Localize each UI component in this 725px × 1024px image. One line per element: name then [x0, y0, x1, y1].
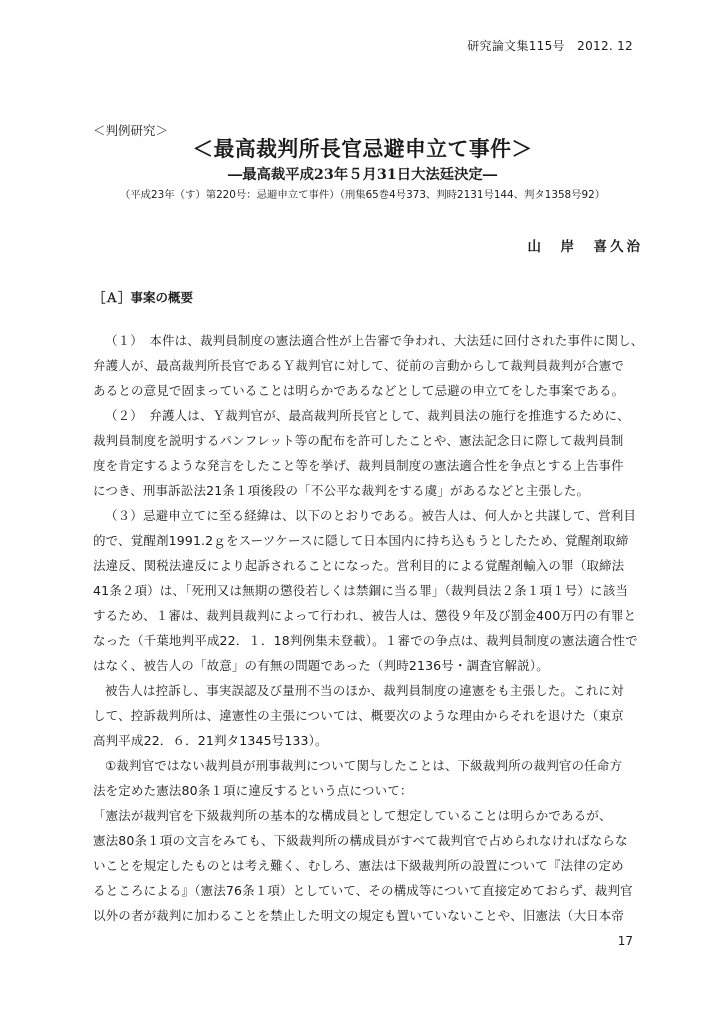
- body-line: 法を定めた憲法80条１項に違反するという点について：: [93, 783, 413, 798]
- body-line: いことを規定したものとは考え難く、むしろ、憲法は下級裁判所の設置について『法律の定め: [93, 858, 624, 873]
- journal-header: 研究論文集115号 2012. 12: [467, 39, 633, 53]
- page-number: 17: [617, 934, 633, 948]
- body-line: 41条２項）は、「死刑又は無期の懲役若しくは禁錮に当る罪」（裁判員法２条１項１号）に該当: [93, 583, 629, 598]
- body-line: 弁護人が、最高裁判所長官であるＹ裁判官に対して、従前の言動からして裁判員裁判が合憲で: [93, 358, 625, 373]
- body-line: るところによる』（憲法76条１項）としていて、その構成等について直接定めておらず、裁判官: [93, 883, 633, 898]
- case-citation: （平成23年（す）第220号：忌避申立て事件）（刑集65巻4号373、判時2131号144、判タ1358号92）: [119, 189, 606, 201]
- body-line: 裁判員制度を説明するパンフレット等の配布を許可したことや、憲法記念日に際して裁判員制: [93, 433, 624, 448]
- article-title: ＜最高裁判所長官忌避申立て事件＞: [192, 136, 533, 161]
- body-line: 以外の者が裁判に加わることを禁止した明文の規定も置いていないことや、旧憲法（大日本帝: [93, 908, 625, 923]
- body-line: につき、刑事訴訟法21条１項後段の「不公平な裁判をする虞」があるなどと主張した。: [93, 483, 590, 498]
- body-line: 被告人は控訴し、事実誤認及び量刑不当のほか、裁判員制度の違憲をも主張した。これに対: [105, 683, 624, 698]
- body-line: あるとの意見で固まっていることは明らかであるなどとして忌避の申立てをした事案である。: [93, 383, 625, 398]
- body-line: はなく、被告人の「故意」の有無の問題であった（判時2136号・調査官解説）。: [93, 658, 549, 673]
- body-line: ①裁判官ではない裁判員が刑事裁判について関与したことは、下級裁判所の裁判官の任命方: [105, 758, 623, 773]
- author-name: 山 岸 喜久治: [527, 239, 643, 255]
- body-line: 憲法80条１項の文言をみても、下級裁判所の構成員がすべて裁判官で占められなければならな: [93, 833, 628, 848]
- article-subtitle: ―最高裁平成23年５月31日大法廷決定―: [227, 167, 498, 183]
- section-tag: ＜判例研究＞: [93, 123, 169, 138]
- body-line: （２） 弁護人は、Ｙ裁判官が、最高裁判所長官として、裁判員法の施行を推進するために、: [105, 408, 630, 423]
- body-line: 「憲法が裁判官を下級裁判所の基本的な構成員として想定していることは明らかであるが、: [93, 808, 612, 823]
- body-line: （１） 本件は、裁判員制度の憲法適合性が上告審で争われ、大法廷に回付された事件に関し、: [105, 333, 644, 348]
- body-line: して、控訴裁判所は、違憲性の主張については、概要次のような理由からそれを退けた（東京: [93, 708, 624, 723]
- body-line: 度を肯定するような発言をしたこと等を挙げ、裁判員制度の憲法適合性を争点とする上告事件: [93, 458, 624, 473]
- body-line: なった（千葉地判平成22．１．18判例集未登載）。１審での争点は、裁判員制度の憲法適合性で: [93, 633, 638, 648]
- body-line: するため、１審は、裁判員裁判によって行われ、被告人は、懲役９年及び罰金400万円の有罪と: [93, 608, 637, 623]
- section-heading: ［Ａ］事案の概要: [93, 290, 194, 305]
- body-line: 的で、覚醒剤1991.2ｇをスーツケースに隠して日本国内に持ち込もうとしたため、覚醒剤取締: [93, 533, 629, 548]
- body-line: 法違反、関税法違反により起訴されることになった。営利目的による覚醒剤輸入の罪（取締法: [93, 558, 625, 573]
- body-line: （３）忌避申立てに至る経緯は、以下のとおりである。被告人は、何人かと共謀して、営利目: [105, 508, 637, 523]
- body-line: 高判平成22．６．21判タ1345号133）。: [93, 733, 328, 748]
